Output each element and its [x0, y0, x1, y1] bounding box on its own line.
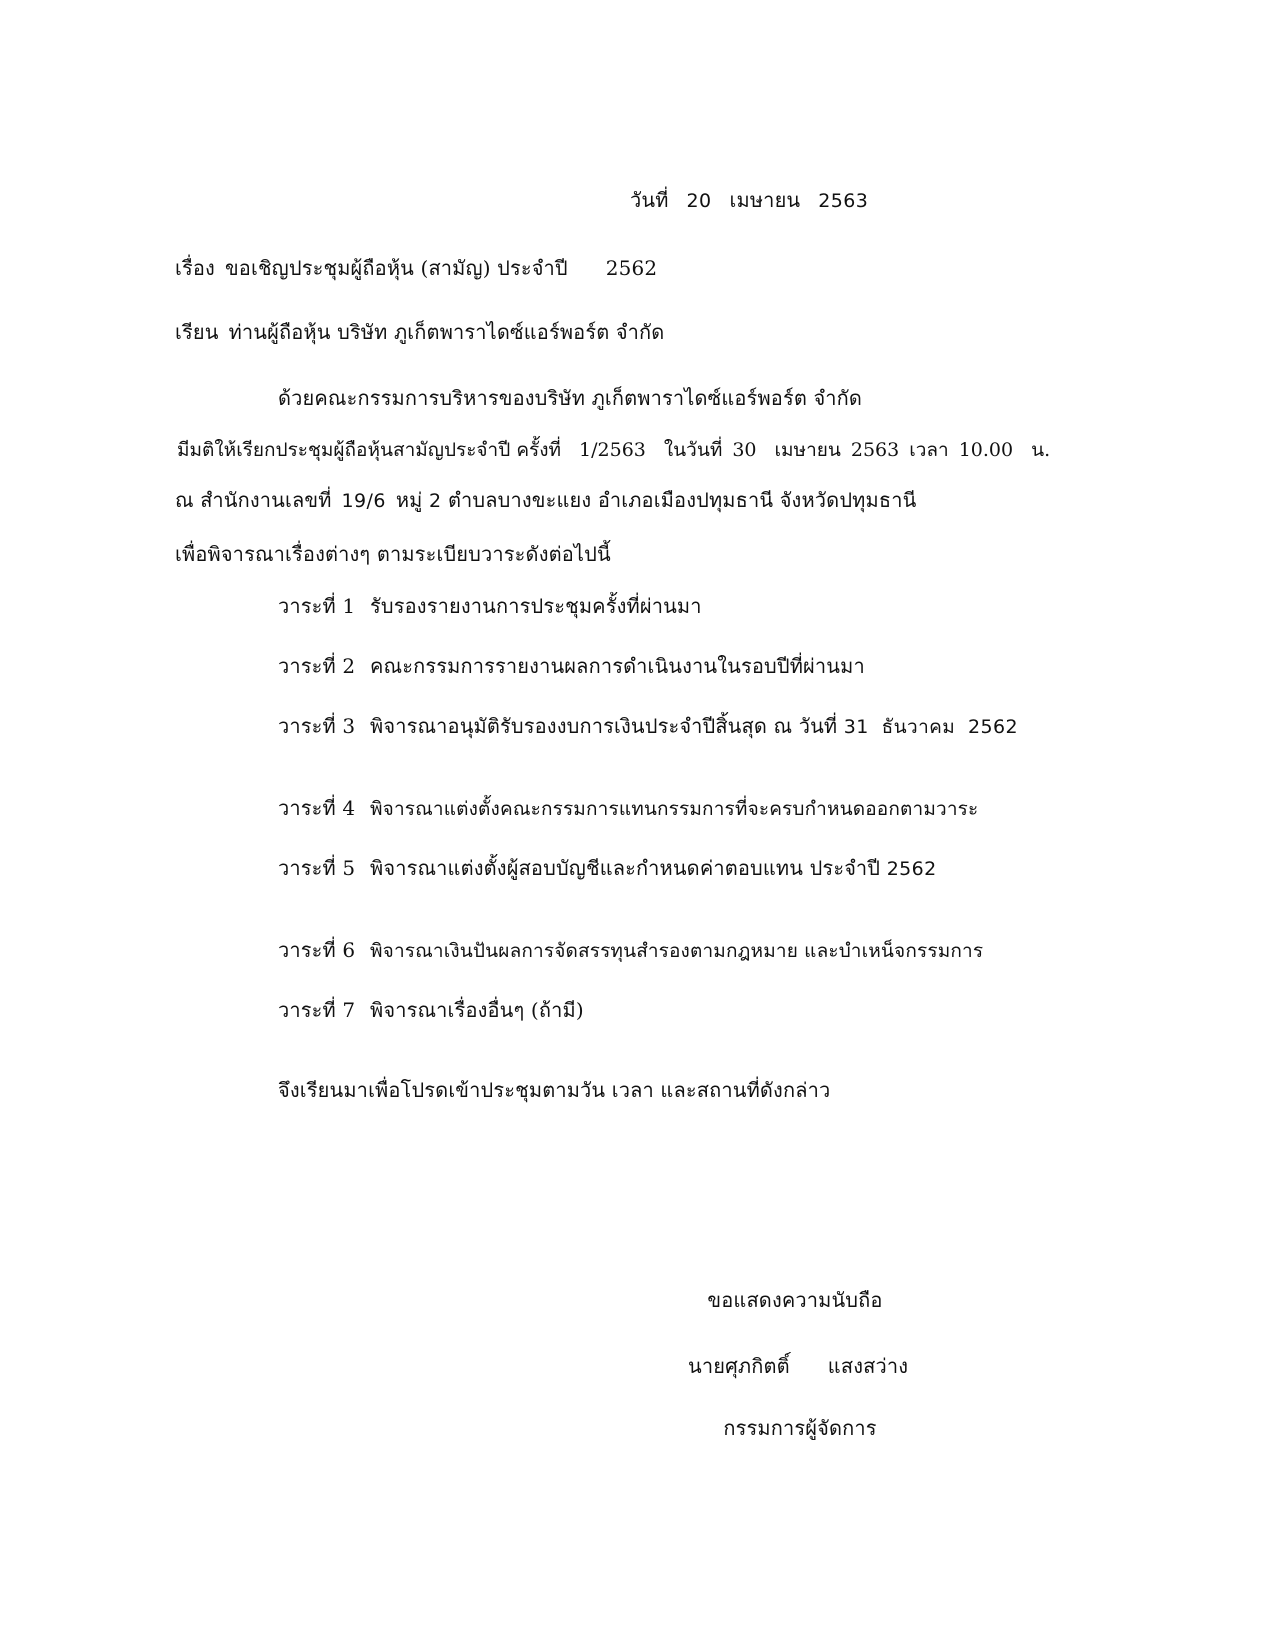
body-opening — [278, 384, 862, 412]
agenda-item — [278, 712, 1018, 741]
agenda-intro — [175, 540, 611, 568]
signatory-last-name: แสงสว่าง — [827, 1354, 909, 1378]
venue-moo: 2 — [429, 490, 442, 512]
meeting-time-label: เวลา — [909, 439, 949, 461]
recipient-text: ท่านผู้ถือหุ้น บริษัท ภูเก็ตพาราไดซ์แอร์พอร์ต จำกัด — [228, 320, 665, 344]
subject-text: ขอเชิญประชุมผู้ถือหุ้น (สามัญ) ประจำปี — [224, 256, 568, 280]
meeting-time: 10.00 — [958, 439, 1014, 461]
agenda-item-label: วาระที่ 3 — [278, 714, 356, 738]
venue-rest: ตำบลบางขะแยง อำเภอเมืองปทุมธานี จังหวัดปทุมธานี — [448, 488, 917, 512]
meeting-number: 1/2563 — [579, 439, 646, 461]
closing-line — [278, 1076, 830, 1104]
body-venue — [175, 486, 916, 515]
agenda-item-label: วาระที่ 6 — [278, 938, 356, 962]
meeting-year: 2563 — [850, 439, 900, 461]
agenda-item-label: วาระที่ 4 — [278, 796, 356, 820]
date-label: วันที่ — [630, 188, 669, 212]
date-day: 20 — [686, 190, 712, 212]
agenda-item-text: พิจารณาแต่งตั้งผู้สอบบัญชีและกำหนดค่าตอบแทน ประจำปี — [370, 856, 881, 880]
agenda-intro-text: เพื่อพิจารณาเรื่องต่างๆ ตามระเบียบวาระดังต่อไปนี้ — [175, 542, 611, 566]
recipient-line — [175, 318, 664, 346]
venue-moo-label: หมู่ — [395, 488, 423, 512]
agenda-item-label: วาระที่ 1 — [278, 594, 356, 618]
agenda-item-year: 2562 — [886, 858, 937, 880]
agenda-item — [278, 936, 983, 965]
regards-line — [690, 1286, 900, 1314]
subject-line — [175, 254, 657, 282]
signatory-name — [688, 1352, 908, 1380]
agenda-item-label: วาระที่ 5 — [278, 856, 356, 880]
agenda-item-text: พิจารณาแต่งตั้งคณะกรรมการแทนกรรมการที่จะครบกำหนดออกตามวาระ — [370, 798, 979, 820]
signatory-first-name: นายศุภกิตติ์ — [688, 1354, 790, 1378]
body-resolution — [177, 436, 1050, 464]
agenda-item-text: พิจารณาเงินปันผลการจัดสรรทุนสำรองตามกฎหมาย และบำเหน็จกรรมการ — [370, 940, 984, 962]
agenda-item — [278, 854, 937, 883]
recipient-label: เรียน — [175, 320, 219, 344]
meeting-time-unit: น. — [1031, 439, 1051, 461]
regards-text: ขอแสดงความนับถือ — [707, 1288, 883, 1312]
resolution-prefix: มีมติให้เรียกประชุมผู้ถือหุ้นสามัญประจำปี ครั้งที่ — [177, 439, 562, 461]
signatory-position — [700, 1414, 900, 1442]
meeting-day: 30 — [732, 439, 757, 461]
agenda-item-text: พิจารณาอนุมัติรับรองงบการเงินประจำปีสิ้นสุด ณ วันที่ — [370, 714, 838, 738]
subject-year: 2562 — [605, 256, 658, 280]
agenda-item-text: รับรองรายงานการประชุมครั้งที่ผ่านมา — [370, 594, 702, 618]
agenda-item-text: พิจารณาเรื่องอื่นๆ (ถ้ามี) — [370, 998, 584, 1022]
position-text: กรรมการผู้จัดการ — [723, 1416, 877, 1440]
agenda-item-text: คณะกรรมการรายงานผลการดำเนินงานในรอบปีที่ผ่านมา — [370, 654, 865, 678]
agenda-item-label: วาระที่ 7 — [278, 998, 356, 1022]
agenda-item — [278, 652, 865, 680]
venue-number: 19/6 — [341, 490, 386, 512]
agenda-item — [278, 592, 702, 620]
venue-prefix: ณ สำนักงานเลขที่ — [175, 488, 332, 512]
meeting-date-label: ในวันที่ — [663, 439, 723, 461]
agenda-item — [278, 794, 978, 823]
date-month: เมษายน — [729, 188, 801, 212]
closing-text: จึงเรียนมาเพื่อโปรดเข้าประชุมตามวัน เวลา และสถานที่ดังกล่าว — [278, 1078, 831, 1102]
subject-label: เรื่อง — [175, 256, 215, 280]
opening-text: ด้วยคณะกรรมการบริหารของบริษัท ภูเก็ตพาราไดซ์แอร์พอร์ต จำกัด — [278, 386, 862, 410]
agenda-item-label: วาระที่ 2 — [278, 654, 356, 678]
meeting-month: เมษายน — [774, 439, 841, 461]
agenda-item-date: 31 ธันวาคม 2562 — [843, 716, 1019, 738]
letter-date — [630, 186, 868, 215]
date-year: 2563 — [818, 190, 869, 212]
agenda-item — [278, 996, 584, 1024]
